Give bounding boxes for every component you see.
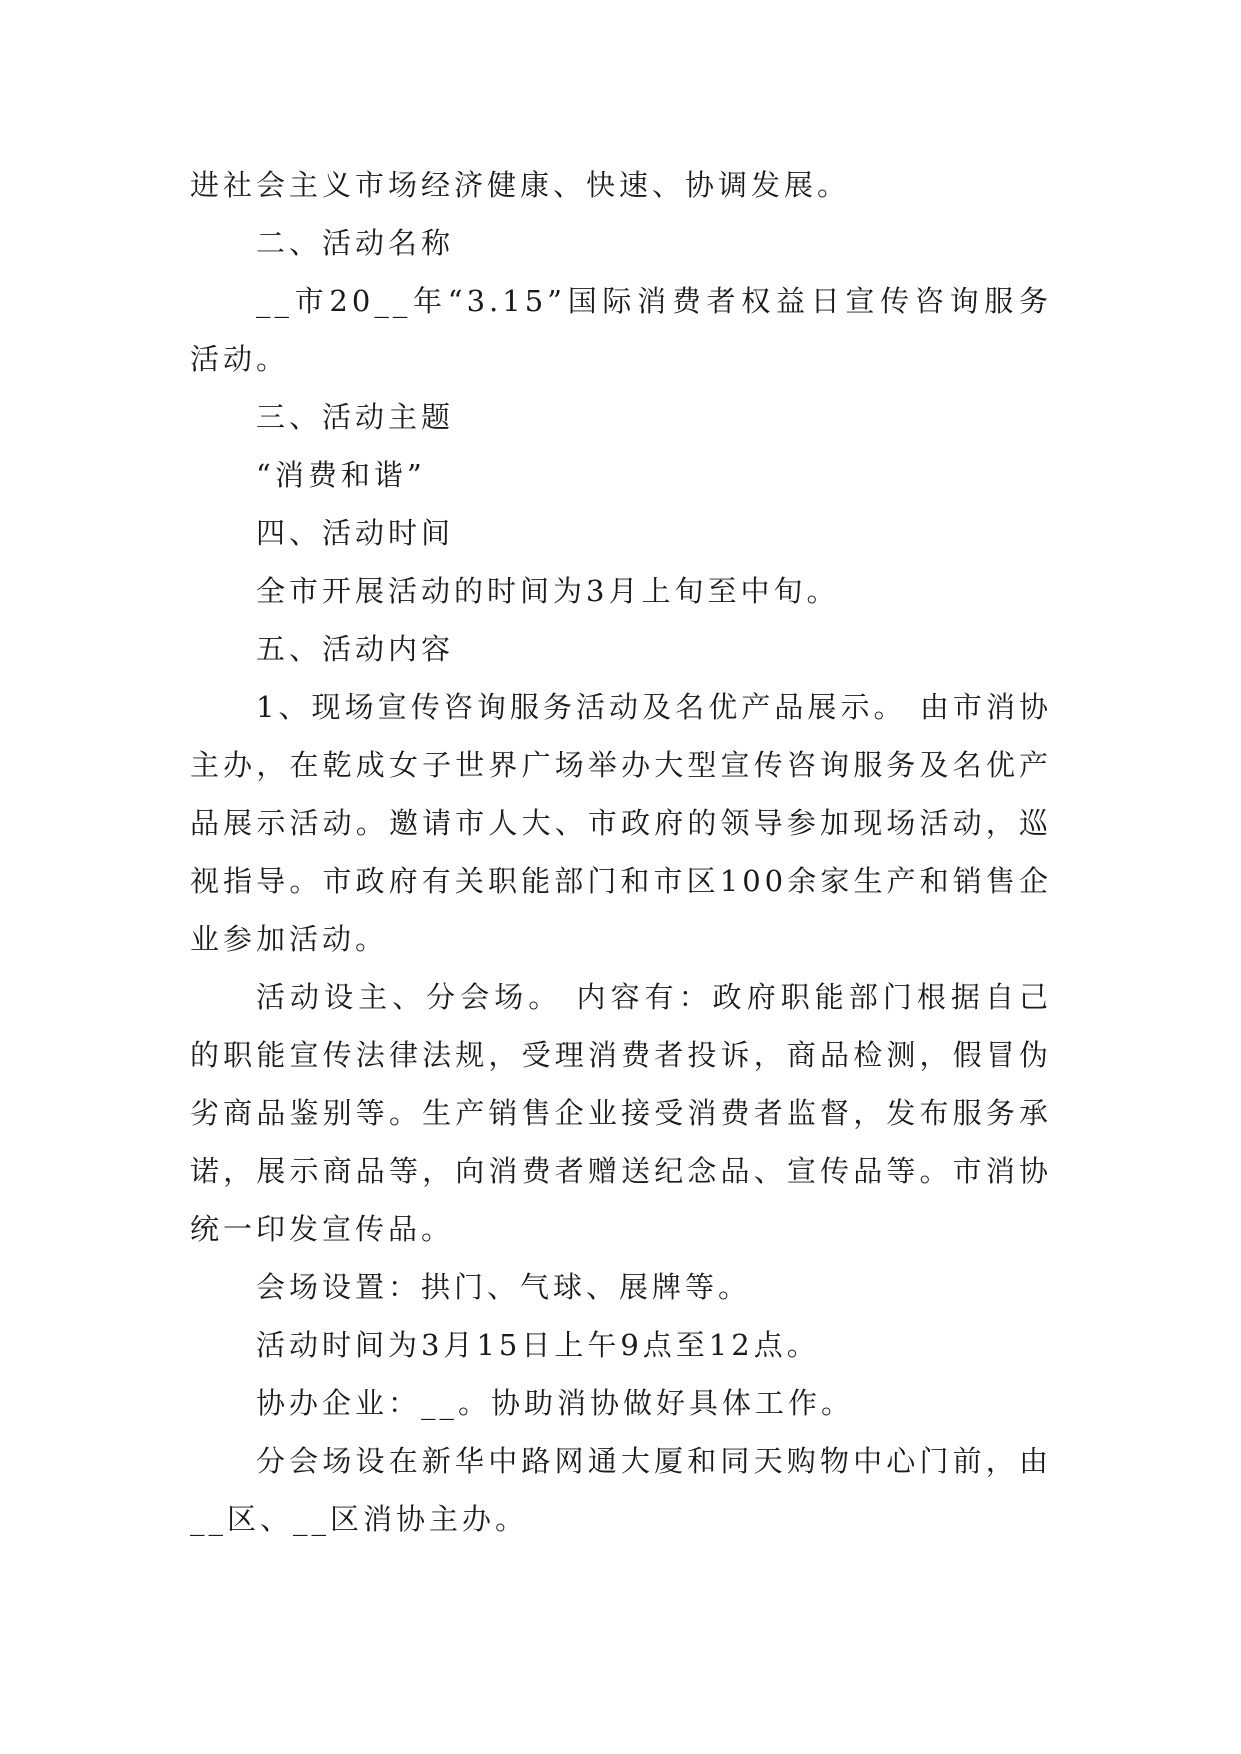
paragraph-continuation: 进社会主义市场经济健康、快速、协调发展。 xyxy=(190,168,851,202)
section-heading-activity-time: 四、活动时间 xyxy=(256,516,455,550)
paragraph-content-venues: 活动设主、分会场。 内容有：政府职能部门根据自己的职能宣传法律法规，受理消费者投诉，商品检测，假冒伪劣商品鉴别等。生产销售企业接受消费者监督，发布服务承诺，展示商品等，向消费者赠送纪念品、宣传品等。市消协统一印发宣传品。 xyxy=(190,980,1052,1246)
paragraph-sub-venue: 分会场设在新华中路网通大厦和同天购物中心门前，由__区、__区消协主办。 xyxy=(190,1444,1052,1536)
section-heading-activity-theme: 三、活动主题 xyxy=(256,400,455,434)
section-heading-activity-content: 五、活动内容 xyxy=(256,632,455,666)
section-heading-activity-name: 二、活动名称 xyxy=(256,226,455,260)
paragraph-activity-time: 全市开展活动的时间为3月上旬至中旬。 xyxy=(256,574,840,608)
paragraph-venue-setup: 会场设置：拱门、气球、展牌等。 xyxy=(256,1270,752,1304)
paragraph-content-item-1: 1、现场宣传咨询服务活动及名优产品展示。 由市消协主办，在乾成女子世界广场举办大型宣传咨询服务及名优产品展示活动。邀请市人大、市政府的领导参加现场活动，巡视指导。市政府有关职能部门和市区100余家生产和销售企业参加活动。 xyxy=(190,690,1052,956)
document-body xyxy=(190,156,1052,1548)
paragraph-event-time: 活动时间为3月15日上午9点至12点。 xyxy=(256,1328,820,1362)
paragraph-co-organizer: 协办企业：__。协助消协做好具体工作。 xyxy=(256,1386,855,1420)
paragraph-activity-theme: “消费和谐” xyxy=(256,458,426,492)
paragraph-activity-name: __市20__年“3.15”国际消费者权益日宣传咨询服务活动。 xyxy=(190,284,1052,376)
